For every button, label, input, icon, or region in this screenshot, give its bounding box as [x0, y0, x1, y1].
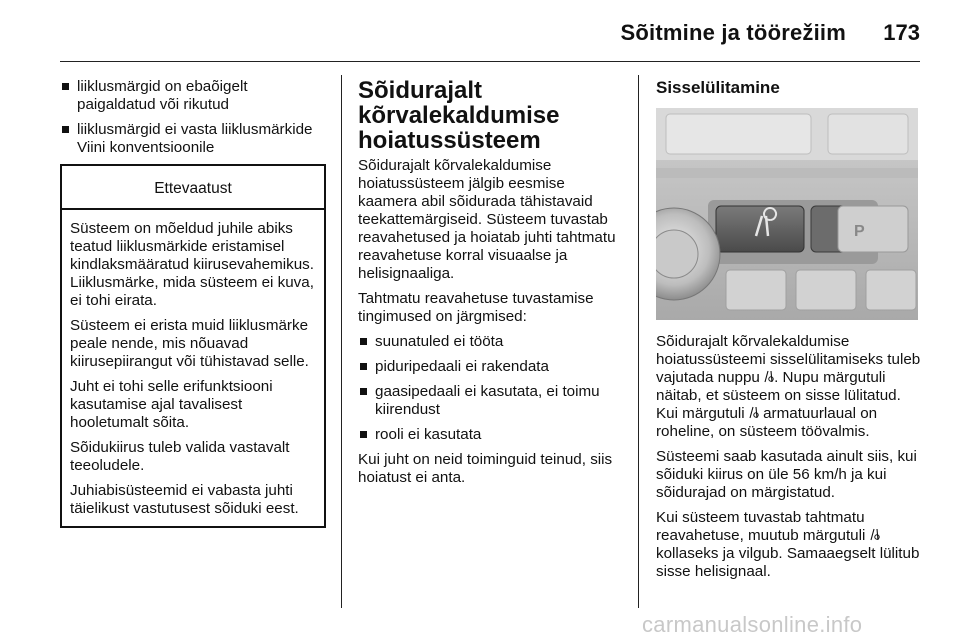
speed-paragraph: Süsteemi saab kasutada ainult siis, kui sõiduki kiirus on üle 56 km/h ja kui sõidurajad on märgistatud.: [656, 448, 917, 501]
caution-box: [60, 164, 326, 528]
list-item: liiklusmärgid ei vasta liiklusmärkide Viini konventsioonile: [60, 121, 326, 157]
section-heading: Sõidurajalt kõrvalekaldumise hoiatussüsteem: [358, 77, 560, 154]
caution-body: [62, 210, 324, 526]
column-left: [60, 78, 326, 528]
bullet-icon: [62, 126, 69, 133]
outro-paragraph: Kui juht on neid toiminguid teinud, siis hoiatust ei anta.: [358, 451, 613, 486]
caution-paragraph: Süsteem ei erista muid liiklusmärke peale nende, mis nõuavad kiirusepiirangut või tühistavad selle.: [70, 317, 309, 370]
watermark: carmanualsonline.info: [642, 612, 863, 637]
detect-intro: Tahtmatu reavahetuse tuvastamise tingimused on järgmised:: [358, 290, 594, 325]
dashboard-button-photo: [656, 108, 918, 320]
bullet-icon: [360, 431, 367, 438]
page-number: 173: [883, 20, 920, 45]
caution-paragraph: Sõidukiirus tuleb valida vastavalt teeoludele.: [70, 439, 290, 474]
bullet-icon: [360, 338, 367, 345]
list-item: gaasipedaali ei kasutata, ei toimu kiirendust: [358, 383, 624, 419]
caution-paragraph: Süsteem on mõeldud juhile abiks teatud liiklusmärkide eristamisel kindlaksmääratud kiirusevahemikus. Liiklusmärke, mida süsteem ei kuva, ei tohi eirata.: [70, 220, 314, 309]
condition-list: [60, 78, 326, 157]
park-assist-label: P: [854, 223, 865, 240]
page-header: [60, 0, 920, 62]
bullet-icon: [360, 388, 367, 395]
column-right: [656, 78, 922, 588]
detection-conditions-list: [358, 333, 624, 444]
list-item: rooli ei kasutata: [358, 426, 624, 444]
column-divider: [638, 75, 639, 608]
caution-paragraph: Juht ei tohi selle erifunktsiooni kasutamise ajal tavalisest hooletumalt sõita.: [70, 378, 273, 431]
caution-paragraph: Juhiabisüsteemid ei vabasta juhti täielikust vastutusest sõiduki eest.: [70, 482, 299, 517]
subsection-heading: Sisselülitamine: [656, 78, 780, 97]
list-item: suunatuled ei tööta: [358, 333, 624, 351]
column-divider: [341, 75, 342, 608]
bullet-icon: [62, 83, 69, 90]
column-middle: [358, 78, 624, 494]
lane-departure-icon: [870, 528, 880, 541]
lane-departure-icon: [764, 370, 774, 383]
lane-departure-icon: [749, 406, 759, 419]
intro-paragraph: Sõidurajalt kõrvalekaldumise hoiatussüsteem jälgib eesmise kaamera abil sõidurada tähistavaid teekattemärgiseid. Süsteem tuvastab reavahetused ja hoiatab juhti tahtmatu reavahetuse korral visuaalse ja helisignaaliga.: [358, 157, 616, 282]
list-item: liiklusmärgid on ebaõigelt paigaldatud või rikutud: [60, 78, 326, 114]
caution-title: Ettevaatust: [62, 166, 324, 210]
warning-paragraph: Kui süsteem tuvastab tahtmatu reavahetuse, muutub märgutuli kollaseks ja vilgub. Samaaegselt lülitub sisse helisignaal.: [656, 509, 920, 580]
header-title: Sõitmine ja töörežiim: [620, 20, 846, 45]
activation-paragraph: Sõidurajalt kõrvalekaldumise hoiatussüsteemi sisselülitamiseks tuleb vajutada nuppu . Nupu märgutuli näitab, et süsteem on sisse lülitatud. Kui märgutuli armatuurlaual on roheline, on süsteem töövalmis.: [656, 333, 921, 440]
list-item: piduripedaali ei rakendata: [358, 358, 624, 376]
bullet-icon: [360, 363, 367, 370]
